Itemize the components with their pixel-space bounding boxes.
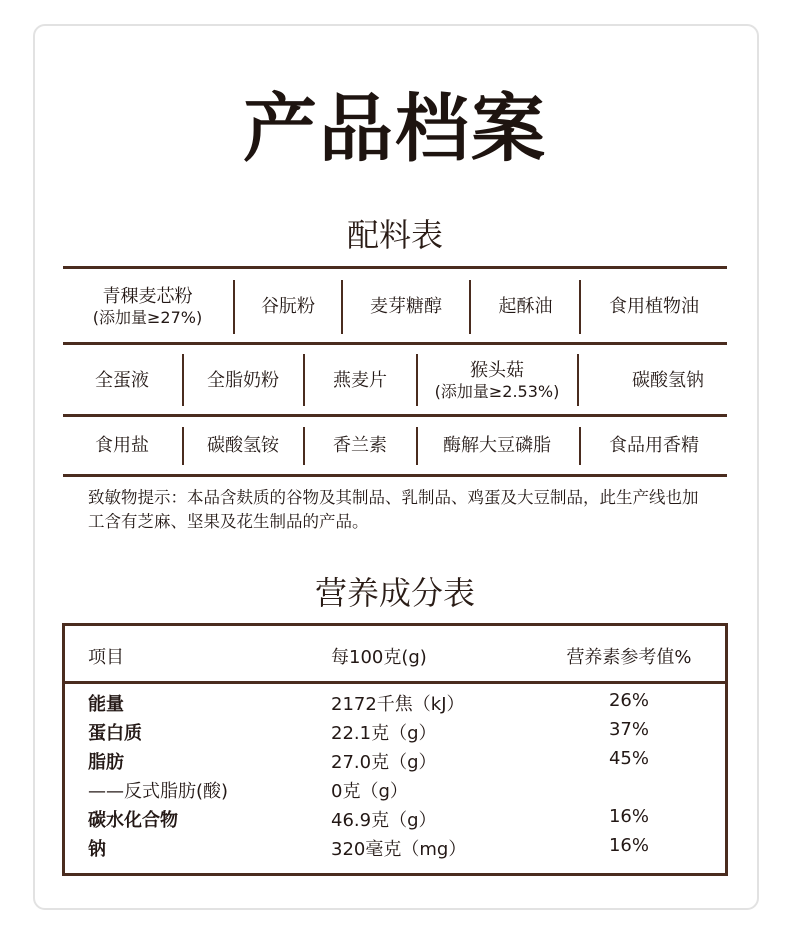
nutrient-amount: 22.1克（g） <box>331 723 437 744</box>
ingredients-row <box>63 351 727 411</box>
ingredient-cell <box>63 276 232 338</box>
ingredient-label: 青稞麦芯粉 <box>102 285 193 307</box>
ingredients-row <box>63 276 727 338</box>
nutrition-table <box>62 623 728 876</box>
ingredient-label: 全脂奶粉 <box>207 369 279 391</box>
nutrient-nrv: 45% <box>608 748 649 769</box>
nutrient-amount: 27.0克（g） <box>331 752 437 773</box>
ingredient-label: 燕麦片 <box>333 369 387 391</box>
ingredient-cell <box>471 276 580 338</box>
ingredient-cell <box>418 423 576 469</box>
ingredients-row <box>63 423 727 469</box>
ingredients-rule <box>63 414 727 417</box>
ingredient-cell <box>184 423 302 469</box>
nutrient-nrv: 37% <box>608 719 649 740</box>
nutrient-name: 碳水化合物 <box>88 810 178 831</box>
nutrient-name: 能量 <box>88 694 124 715</box>
ingredients-title: 配料表 <box>346 216 443 254</box>
ingredients-rule <box>63 474 727 477</box>
ingredient-cell <box>63 423 181 469</box>
allergen-notice: 致敏物提示：本品含麸质的谷物及其制品、乳制品、鸡蛋及大豆制品，此生产线也加工含有芝麻、坚果及花生制品的产品。 <box>88 488 699 532</box>
ingredient-label: 麦芽糖醇 <box>370 295 442 317</box>
ingredient-cell <box>581 423 727 469</box>
nutrient-name: ——反式脂肪(酸) <box>88 781 229 802</box>
nutrient-nrv: 26% <box>608 690 649 711</box>
ingredient-label: 起酥油 <box>498 295 553 317</box>
ingredient-note: (添加量≥27%) <box>92 308 203 328</box>
ingredient-cell <box>63 351 181 411</box>
ingredient-cell <box>235 276 341 338</box>
header-per100g: 每100克(g) <box>331 647 427 668</box>
nutrient-amount: 0克（g） <box>331 781 408 802</box>
nutrient-nrv: 16% <box>608 806 649 827</box>
ingredient-label: 食品用香精 <box>609 434 699 456</box>
nutrient-amount: 320毫克（mg） <box>331 839 467 860</box>
page-title: 产品档案 <box>243 86 547 172</box>
nutrition-header-divider <box>65 681 725 684</box>
ingredient-cell <box>343 276 469 338</box>
ingredient-label: 香兰素 <box>333 434 387 456</box>
ingredient-cell <box>418 351 576 411</box>
ingredient-label: 猴头菇 <box>470 359 524 381</box>
ingredient-label: 酶解大豆磷脂 <box>443 434 551 456</box>
ingredient-label: 碳酸氢铵 <box>207 434 279 456</box>
ingredient-label: 食用盐 <box>95 434 149 456</box>
ingredients-rule <box>63 342 727 345</box>
ingredient-label: 食用植物油 <box>609 295 699 317</box>
ingredient-cell <box>305 423 415 469</box>
header-nrv: 营养素参考值% <box>566 647 692 668</box>
nutrient-nrv: 16% <box>608 835 649 856</box>
ingredient-label: 谷朊粉 <box>261 295 315 317</box>
ingredient-label: 碳酸氢钠 <box>632 369 704 391</box>
ingredient-cell <box>305 351 415 411</box>
ingredient-note: (添加量≥2.53%) <box>434 382 560 402</box>
nutrient-name: 钠 <box>88 839 106 860</box>
cell-divider <box>577 354 579 406</box>
header-item: 项目 <box>88 647 124 668</box>
ingredient-label: 全蛋液 <box>95 369 149 391</box>
nutrient-name: 蛋白质 <box>88 723 142 744</box>
nutrient-amount: 46.9克（g） <box>331 810 437 831</box>
ingredients-rule <box>63 266 727 269</box>
nutrition-title: 营养成分表 <box>314 574 475 612</box>
nutrient-amount: 2172千焦（kJ） <box>331 694 465 715</box>
nutrient-name: 脂肪 <box>88 752 124 773</box>
ingredient-cell <box>581 276 727 338</box>
ingredient-cell <box>609 351 727 411</box>
ingredient-cell <box>184 351 302 411</box>
